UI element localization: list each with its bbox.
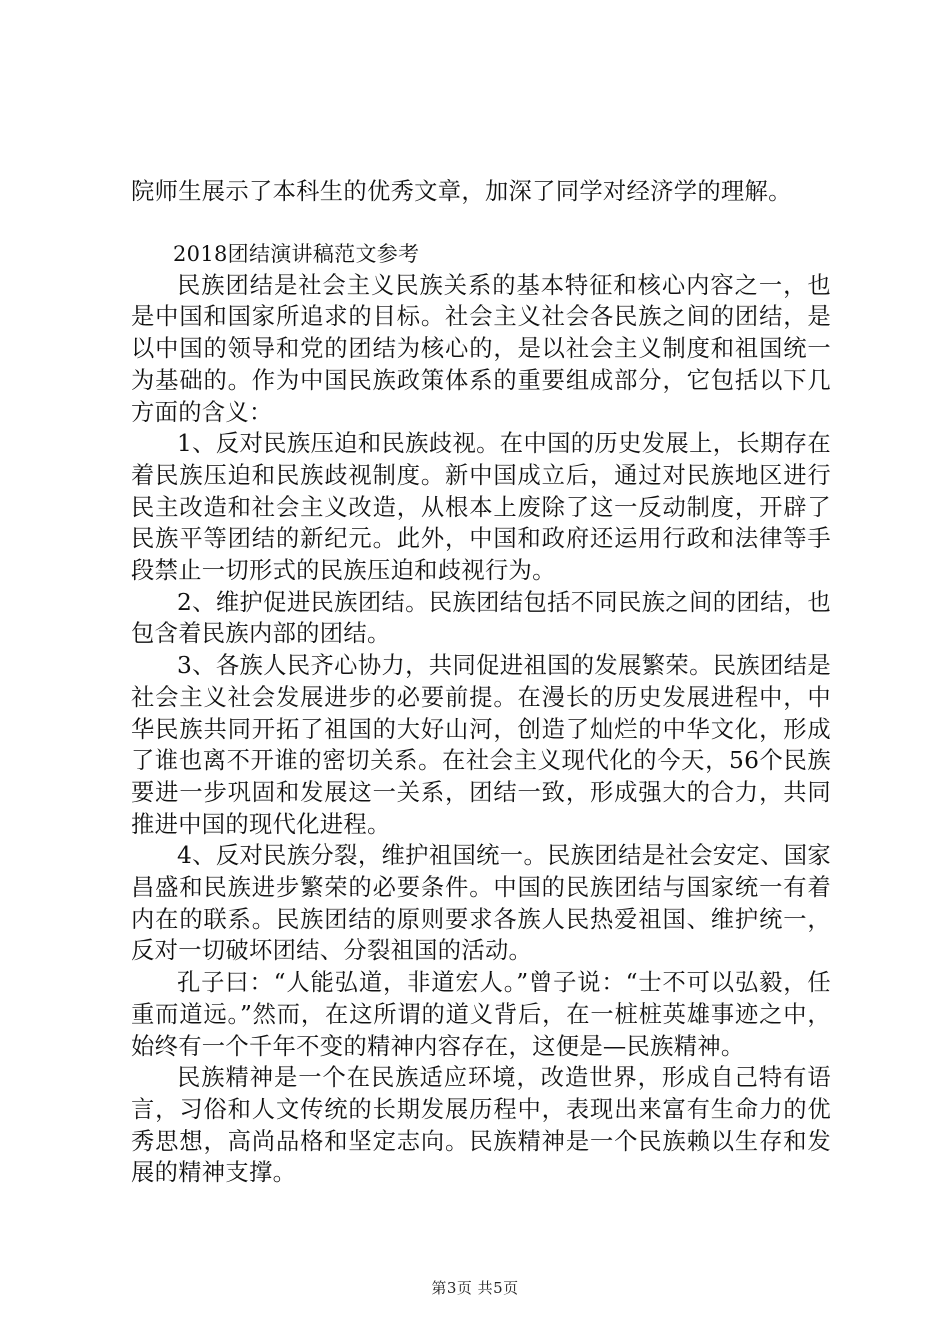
page-number-footer: 第3页 共5页: [431, 1279, 519, 1297]
paragraph-confucius-quote: 孔子曰：“人能弘道，非道宏人。”曾子说：“士不可以弘毅，任重而道远。”然而，在这所谓的道义背后，在一桩桩英雄事迹之中，始终有一个千年不变的精神内容存在，这便是—民族精神。: [131, 969, 831, 1060]
document-title: 2018团结演讲稿范文参考: [173, 241, 420, 266]
document-body: [131, 176, 831, 1189]
lead-line: 院师生展示了本科生的优秀文章，加深了同学对经济学的理解。: [131, 178, 792, 205]
paragraph-point-4: 4、反对民族分裂，维护祖国统一。民族团结是社会安定、国家昌盛和民族进步繁荣的必要条件。中国的民族团结与国家统一有着内在的联系。民族团结的原则要求各族人民热爱祖国、维护统一，反对一切破坏团结、分裂祖国的活动。: [131, 842, 831, 965]
paragraph-national-spirit: 民族精神是一个在民族适应环境，改造世界，形成自己特有语言，习俗和人文传统的长期发展历程中，表现出来富有生命力的优秀思想，高尚品格和坚定志向。民族精神是一个民族赖以生存和发展的精神支撑。: [131, 1064, 831, 1187]
paragraph-point-2: 2、维护促进民族团结。民族团结包括不同民族之间的团结，也包含着民族内部的团结。: [131, 588, 831, 648]
paragraph-point-1: 1、反对民族压迫和民族歧视。在中国的历史发展上，长期存在着民族压迫和民族歧视制度。新中国成立后，通过对民族地区进行民主改造和社会主义改造，从根本上废除了这一反动制度，开辟了民族平等团结的新纪元。此外，中国和政府还运用行政和法律等手段禁止一切形式的民族压迫和歧视行为。: [131, 430, 831, 585]
paragraph-intro: 民族团结是社会主义民族关系的基本特征和核心内容之一，也是中国和国家所追求的目标。社会主义社会各民族之间的团结，是以中国的领导和党的团结为核心的，是以社会主义制度和祖国统一为基础的。作为中国民族政策体系的重要组成部分，它包括以下几方面的含义：: [131, 271, 831, 426]
paragraph-point-3: 3、各族人民齐心协力，共同促进祖国的发展繁荣。民族团结是社会主义社会发展进步的必要前提。在漫长的历史发展进程中，中华民族共同开拓了祖国的大好山河，创造了灿烂的中华文化，形成了谁也离不开谁的密切关系。在社会主义现代化的今天，56个民族要进一步巩固和发展这一关系，团结一致，形成强大的合力，共同推进中国的现代化进程。: [131, 652, 831, 838]
